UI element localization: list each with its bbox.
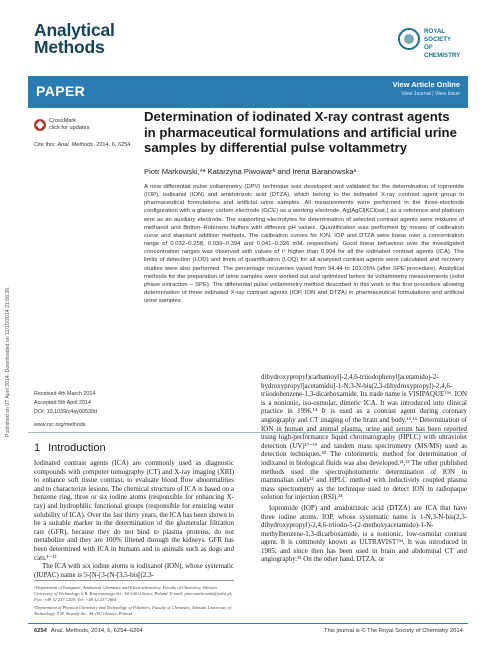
- author-list: Piotr Markowski,*ᵃ Katarzyna Piwowarᵇ and Irena Baranowskaᵃ: [144, 167, 357, 176]
- view-article-online-link[interactable]: View Article Online: [392, 80, 460, 89]
- received-date: Received 4th March 2014: [34, 391, 96, 397]
- download-note-text: Published on 07 April 2014. Downloaded on 11/10/2014 21:06:26.: [5, 286, 11, 437]
- crossmark-badge[interactable]: [34, 118, 104, 132]
- paragraph: The ICA with six iodine atoms is iodixanol (ION), whose systematic (IUPAC) name is 5-[N-[3-(N-[3,5-bis[(2,3-: [34, 562, 234, 579]
- journal-logo: [34, 22, 174, 56]
- citation: [34, 142, 130, 148]
- paragraph: Iodinated contrast agents (ICA) are commonly used as diagnostic compounds with computer tomography (CT) and X-ray imaging (XRI) to enhance soft tissue contrast, to evaluate blood flow abnormalities and to characterize lesions. The chemical structure of ICA is based on a benzene ring, three or six iodine atoms (responsible for enhancing X-ray) and hydrophilic functional groups (responsible for ensuring water solubility of ICA). Over the last thirty years, the ICA has been shown to be a suitable marker in the determination of the glomerular filtration rate (GFR), because they do not bind to plasma proteins, do not metabolize and they are 100% filtered through the kidneys. GFR has been determined with ICA in humans and in animals such as dogs and cats.¹⁻¹³: [34, 459, 234, 562]
- cite-journal: Anal. Methods: [57, 142, 94, 148]
- body-column-left: [34, 459, 234, 579]
- rsc-seal-icon: [398, 28, 420, 50]
- footnote-divider: [34, 580, 234, 581]
- paragraph: dihydroxypropyl)carbamoyl]-2,4,6-triiodophenyl]acetamido)-2-hydroxypropyl]acetamido]-1-N,3-N-bis(2,3-dihydroxypropyl)-2,4,6-triiodobenzene-1,3-dicarboxamide. Its trade name is VISIPAQUE™. ION is a nonionic, iso-osmolar, dimeric ICA. It was introduced into clinical practice in 1996.¹⁴ It is used as a contrast agent during coronary angiography and CT imaging of the brain and body.¹⁵,¹⁶ Determination of ION in human and animal plasma, urine and serum has been reported using high-performance liquid chromatography (HPLC) with ultraviolet detection (UV)¹⁷⁻¹⁹ and tandem mass spectrometry (MS/MS) used as detection techniques.²⁰ The colorimetric method for determination of iodixanol in biological fluids was also developed.²¹,²² The other published methods used the spectrophotometric determination of ION in mammalian cells²³ and HPLC method with inductively coupled plasma mass spectrometry as the technique used to detect ION in radiopaque solution for injection (RSI).²⁴: [261, 373, 467, 502]
- footer-citation: Anal. Methods, 2014, 6, 6254–6264: [50, 628, 143, 634]
- article-type-label: PAPER: [36, 83, 86, 99]
- rsc-logo: [398, 24, 468, 68]
- abstract: A new differential pulse voltammetry (DPV) technique was developed and validated for the determination of iopromide (IOP), iodixanol (ION) and amidotrizoic acid (DTZA), which belong to the iodinated X-ray contrast agent group in pharmaceutical formulations and artificial urine samples. All measurements were performed in the three-electrode configuration with a glassy carbon electrode (GCE) as a working electrode, Ag|AgCl|KCl(sat.) as a reference and platinum wire as an auxiliary electrode. The supporting electrolytes for determination of selected contrast agents were mixtures of methanol and Britton–Robinson buffers with different pH values. Quantification was performed by means of calibration curve and standard addition methods. The calibration curves for ION, IOP and DTZA were linear over a concentration range of 0.032–0.258, 0.039–0.394 and 0.041–0.326 mM, respectively. Good linear behaviour over the investigated concentration ranges was observed with values of r² higher than 0.994 for all the iodinated contrast agents (ICA). The limits of detection (LOD) and limits of quantification (LOQ) for all analysed contrast agents were calculated and recovery studies were also performed. The percentage recoveries varied from 94.44 to 101.05% (after SPE procedure). Analytical methods for the preparation of urine samples were worked out and optimized before its voltammetry measurements (solid phase extraction – SPE). The differential pulse voltammetry method described in this work is the first procedure allowing determination of three iodinated X-ray contrast agents (IOP, ION and DTZA) in pharmaceutical formulations and artificial urine samples.: [144, 184, 464, 305]
- cite-details: , 2014, 6, 6254: [93, 142, 131, 148]
- crossmark-label: CrossMark: [49, 118, 77, 124]
- journal-name-line1: Analytical: [34, 20, 115, 40]
- copyright-notice: This journal is © The Royal Society of Chemistry 2014: [324, 628, 463, 634]
- download-note: [4, 178, 12, 438]
- article-title: Determination of iodinated X-ray contrast agents in pharmaceutical formulations and artificial urine samples by differential pulse voltammetry: [144, 109, 457, 156]
- accepted-date: Accepted 5th April 2014: [34, 400, 91, 406]
- article-type-banner: [28, 76, 468, 108]
- crossmark-icon: [34, 119, 46, 131]
- affiliations: [34, 585, 234, 620]
- paragraph: Iopromide (IOP) and amidotrizoic acid (DTZA) are ICA that have three iodine atoms. IOP, whose systematic name is 1-N,3-N-bis(2,3-dihydroxypropyl)-2,4,6-triiodo-5-(2-methoxyacetamido)-1-N-methylbenzene-1,3-dicarboxamide, is a nonionic, low-osmolar contrast agent. It is commonly known as ULTRAVIST™. It was introduced in 1985, and since then has been used in brain and abdominal CT and angiography.²⁵ On the other hand, DTZA, or: [261, 503, 467, 564]
- footer-divider: [28, 623, 468, 624]
- section-heading: [34, 442, 106, 454]
- body-column-right: [261, 373, 467, 566]
- rsc-name-line2: OF CHEMISTRY: [424, 44, 461, 59]
- crossmark-sublabel: click for updates: [49, 124, 90, 131]
- journal-url[interactable]: www.rsc.org/methods: [34, 422, 86, 428]
- section-number: 1: [34, 442, 41, 454]
- affiliation: ᵃDepartment of Inorganic, Analytical Chemistry and Electrochemistry, Faculty of Chemistry, Silesian University of Technology, 6 B. Krzywoustego Str., 44-100 Gliwice, Poland. E-mail: piotr.markowski@polsl.pl; Fax: +48 32 237 1205; Tel: +48 32 237 2604: [34, 585, 233, 602]
- page-footer-left: [34, 628, 143, 634]
- section-title: Introduction: [48, 442, 106, 454]
- cite-prefix: Cite this:: [34, 142, 58, 148]
- doi[interactable]: DOI: 10.1039/c4ay00538d: [34, 409, 97, 415]
- affiliation: ᵇDepartment of Physical Chemistry and Technology of Polymers, Faculty of Chemistry, Silesian University of Technology, 9 M. Strzody Str., 44-100 Gliwice, Poland: [34, 605, 231, 617]
- journal-name-line2: Methods: [34, 37, 105, 57]
- article-meta: [34, 391, 134, 431]
- rsc-name-line1: ROYAL SOCIETY: [424, 28, 452, 43]
- page-number: 6254: [34, 628, 47, 634]
- view-journal-issue-link[interactable]: View Journal | View Issue: [401, 91, 460, 97]
